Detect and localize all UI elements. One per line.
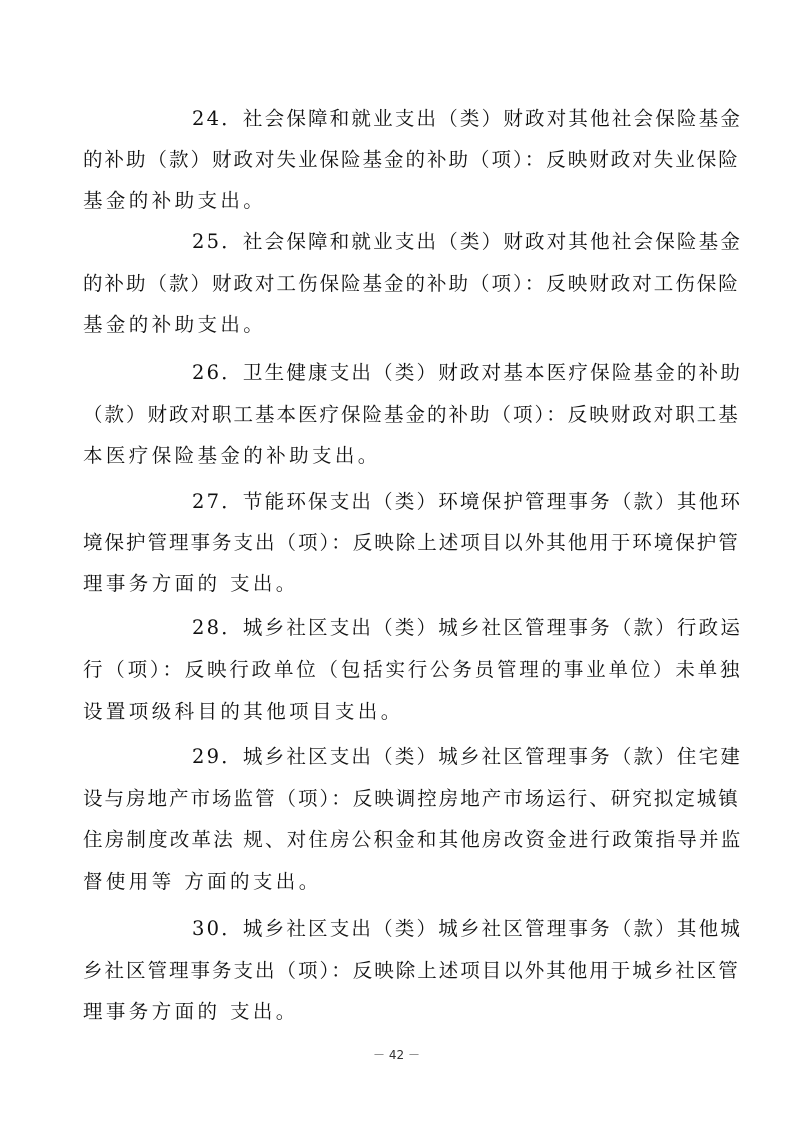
item-27-line-3: 理事务方面的 支出。 [83,572,299,595]
item-30-line-2: 乡社区管理事务支出（项）：反映除上述项目以外其他用于城乡社区管 [83,959,740,982]
item-26-line-3: 本医疗保险基金的补助支出。 [83,444,381,467]
item-30-line-1: 30．城乡社区支出（类）城乡社区管理事务（款）其他城 [192,917,743,940]
item-25-line-1: 25．社会保障和就业支出（类）财政对其他社会保险基金 [192,230,743,253]
item-28-line-3: 设置项级科目的其他项目支出。 [83,700,404,723]
item-29-line-4: 督使用等 方面的支出。 [83,870,322,893]
item-27-line-1: 27．节能环保支出（类）环境保护管理事务（款）其他环 [192,490,743,513]
item-30-line-3: 理事务方面的 支出。 [83,1000,299,1023]
item-26-line-2: （款）财政对职工基本医疗保险基金的补助（项）：反映财政对职工基 [83,403,740,426]
item-28-line-1: 28．城乡社区支出（类）城乡社区管理事务（款）行政运 [192,616,743,639]
item-25-line-2: 的补助（款）财政对工伤保险基金的补助（项）：反映财政对工伤保险 [83,272,740,295]
item-25-line-3: 基金的补助支出。 [83,313,267,336]
item-24-line-3: 基金的补助支出。 [83,189,267,212]
item-29-line-3: 住房制度改革法 规、对住房公积金和其他房改资金进行政策指导并监 [83,828,743,851]
item-24-line-2: 的补助（款）财政对失业保险基金的补助（项）：反映财政对失业保险 [83,148,740,171]
item-27-line-2: 境保护管理事务支出（项）：反映除上述项目以外其他用于环境保护管 [83,531,740,554]
item-29-line-2: 设与房地产市场监管（项）：反映调控房地产市场运行、研究拟定城镇 [83,787,740,810]
item-29-line-1: 29．城乡社区支出（类）城乡社区管理事务（款）住宅建 [192,745,743,768]
item-24-line-1: 24．社会保障和就业支出（类）财政对其他社会保险基金 [192,107,743,130]
item-28-line-2: 行（项）：反映行政单位（包括实行公务员管理的事业单位）未单独 [83,658,743,681]
item-26-line-1: 26．卫生健康支出（类）财政对基本医疗保险基金的补助 [192,361,743,384]
page-number: － 42 － [373,1048,420,1062]
